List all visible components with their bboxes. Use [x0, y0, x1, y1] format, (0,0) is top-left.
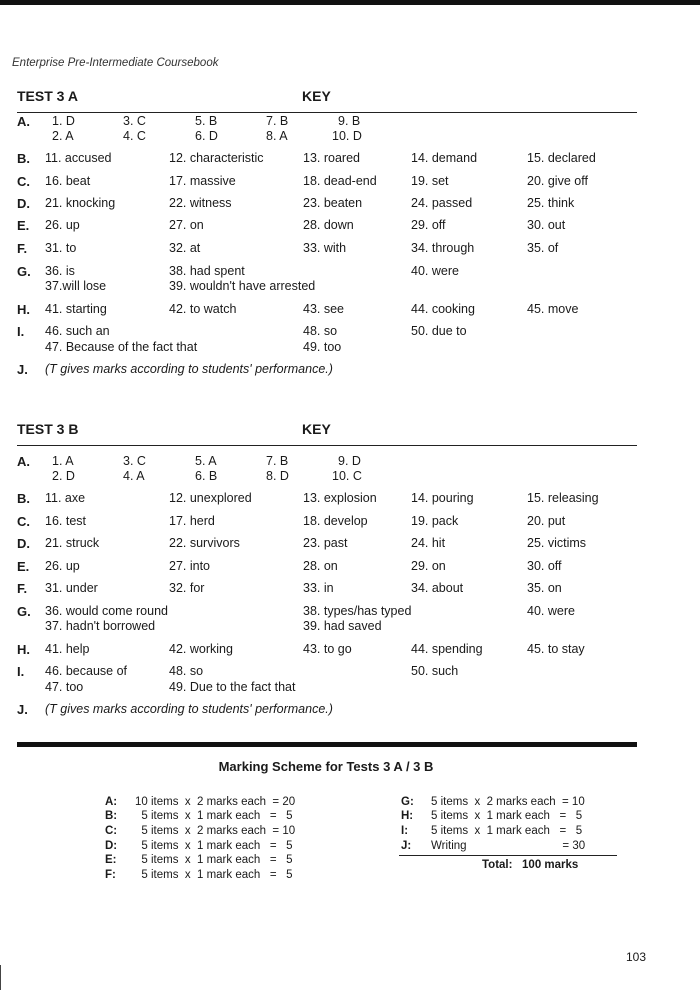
answer: 50. such — [411, 664, 459, 678]
answer: 21. struck — [45, 536, 100, 550]
answer: 48. so — [169, 664, 204, 678]
answer: 26. up — [45, 218, 80, 232]
section-letter: I. — [17, 324, 25, 339]
answer: 15. declared — [527, 151, 596, 165]
answer: 9. D — [338, 454, 361, 468]
answer: 38. types/has typed — [303, 604, 412, 618]
answer: 26. up — [45, 559, 80, 573]
answer: 15. releasing — [527, 491, 599, 505]
answer: 27. into — [169, 559, 211, 573]
answer: 16. beat — [45, 174, 91, 188]
answer: 44. spending — [411, 642, 483, 656]
answer: 19. pack — [411, 514, 459, 528]
answer: 48. so — [303, 324, 338, 338]
answer: 25. think — [527, 196, 575, 210]
answer: 7. B — [266, 454, 289, 468]
answer: 42. working — [169, 642, 233, 656]
answer: 35. of — [527, 241, 559, 255]
marking-letter: A: — [105, 796, 118, 808]
section-letter: C. — [17, 514, 30, 529]
answer: 4. A — [123, 469, 145, 483]
answer: 37.will lose — [45, 279, 107, 293]
answer: 32. for — [169, 581, 205, 595]
answer: 20. give off — [527, 174, 588, 188]
answer: 23. beaten — [303, 196, 363, 210]
answer: 13. explosion — [303, 491, 377, 505]
section-letter: E. — [17, 218, 30, 233]
answer: 11. accused — [45, 151, 112, 165]
answer: 36. would come round — [45, 604, 168, 618]
test-b-title: TEST 3 B — [17, 421, 79, 437]
answer: 22. witness — [169, 196, 232, 210]
answer: 38. had spent — [169, 264, 245, 278]
section-letter: E. — [17, 559, 30, 574]
answer: 3. C — [123, 114, 146, 128]
marking-letter: I: — [401, 825, 409, 837]
answer: 10. C — [332, 469, 362, 483]
answer: 3. C — [123, 454, 146, 468]
answer: 12. characteristic — [169, 151, 264, 165]
marking-letter: C: — [105, 825, 118, 837]
answer: 14. pouring — [411, 491, 474, 505]
section-letter: H. — [17, 302, 30, 317]
marking-detail: 5 items x 1 mark each = 5 — [135, 869, 293, 881]
test-a-title: TEST 3 A — [17, 88, 78, 104]
marking-letter: F: — [105, 869, 116, 881]
marking-letter: J: — [401, 840, 412, 852]
answer: 39. wouldn't have arrested — [169, 279, 316, 293]
answer: 14. demand — [411, 151, 478, 165]
test-b-key-label: KEY — [302, 421, 331, 437]
section-letter: F. — [17, 581, 28, 596]
marking-letter: E: — [105, 854, 117, 866]
answer: 46. such an — [45, 324, 110, 338]
answer: 19. set — [411, 174, 449, 188]
answer: 39. had saved — [303, 619, 382, 633]
answer: 29. off — [411, 218, 446, 232]
answer: 6. D — [195, 129, 218, 143]
answer: 11. axe — [45, 491, 86, 505]
answer: 6. B — [195, 469, 218, 483]
test-b-header — [17, 421, 637, 446]
answer: 41. help — [45, 642, 90, 656]
marking-detail: 5 items x 1 mark each = 5 — [135, 840, 293, 852]
answer: 37. hadn't borrowed — [45, 619, 156, 633]
marking-detail: 5 items x 1 mark each = 5 — [431, 810, 583, 822]
section-letter: J. — [17, 362, 28, 377]
answer: 49. Due to the fact that — [169, 680, 296, 694]
answer: 43. see — [303, 302, 345, 316]
answer: 36. is — [45, 264, 75, 278]
answer: 4. C — [123, 129, 146, 143]
answer: 33. in — [303, 581, 334, 595]
answer: 1. A — [52, 454, 74, 468]
answer: 33. with — [303, 241, 347, 255]
answer: 23. past — [303, 536, 348, 550]
answer: 7. B — [266, 114, 289, 128]
answer: 44. cooking — [411, 302, 475, 316]
answer: 28. on — [303, 559, 338, 573]
section-letter: G. — [17, 604, 31, 619]
marking-scheme-title: Marking Scheme for Tests 3 A / 3 B — [218, 759, 434, 774]
section-j-note: (T gives marks according to students' performance.) — [45, 362, 333, 376]
total-marks: Total: 100 marks — [482, 859, 579, 871]
test-a-header — [17, 88, 637, 113]
divider-thick — [17, 742, 637, 747]
test-a-key-label: KEY — [302, 88, 331, 104]
answer: 27. on — [169, 218, 204, 232]
section-letter: D. — [17, 536, 30, 551]
answer: 16. test — [45, 514, 86, 528]
answer: 42. to watch — [169, 302, 237, 316]
marking-detail: 5 items x 2 marks each = 10 — [431, 796, 585, 808]
answer: 45. to stay — [527, 642, 585, 656]
marking-detail: Writing = 30 — [431, 840, 586, 852]
answer: 47. Because of the fact that — [45, 340, 198, 354]
answer: 2. D — [52, 469, 75, 483]
answer: 31. under — [45, 581, 98, 595]
answer: 21. knocking — [45, 196, 116, 210]
section-j-note: (T gives marks according to students' performance.) — [45, 702, 333, 716]
marking-detail: 5 items x 1 mark each = 5 — [135, 810, 293, 822]
section-letter: H. — [17, 642, 30, 657]
answer: 1. D — [52, 114, 75, 128]
answer: 8. A — [266, 129, 288, 143]
section-letter: D. — [17, 196, 30, 211]
section-letter: I. — [17, 664, 25, 679]
top-border — [0, 0, 700, 5]
answer: 25. victims — [527, 536, 587, 550]
answer: 34. through — [411, 241, 475, 255]
answer: 40. were — [527, 604, 575, 618]
answer: 10. D — [332, 129, 362, 143]
marking-letter: G: — [401, 796, 414, 808]
answer: 28. down — [303, 218, 354, 232]
total-divider — [399, 855, 617, 856]
marking-detail: 10 items x 2 marks each = 20 — [135, 796, 296, 808]
answer: 34. about — [411, 581, 464, 595]
answer: 30. out — [527, 218, 566, 232]
answer: 31. to — [45, 241, 77, 255]
section-letter: J. — [17, 702, 28, 717]
section-letter: B. — [17, 151, 30, 166]
answer: 40. were — [411, 264, 459, 278]
section-letter: G. — [17, 264, 31, 279]
answer: 9. B — [338, 114, 361, 128]
section-letter: C. — [17, 174, 30, 189]
answer: 18. develop — [303, 514, 368, 528]
section-letter: A. — [17, 114, 30, 129]
answer: 18. dead-end — [303, 174, 377, 188]
answer: 5. A — [195, 454, 217, 468]
answer: 17. herd — [169, 514, 215, 528]
answer: 43. to go — [303, 642, 352, 656]
marking-detail: 5 items x 1 mark each = 5 — [431, 825, 583, 837]
page-number: 103 — [626, 950, 647, 964]
answer: 49. too — [303, 340, 342, 354]
marking-letter: H: — [401, 810, 414, 822]
marking-detail: 5 items x 2 marks each = 10 — [135, 825, 296, 837]
book-title: Enterprise Pre-Intermediate Coursebook — [12, 57, 219, 69]
answer: 20. put — [527, 514, 566, 528]
answer: 29. on — [411, 559, 446, 573]
answer: 2. A — [52, 129, 74, 143]
answer: 41. starting — [45, 302, 107, 316]
answer: 17. massive — [169, 174, 236, 188]
answer: 35. on — [527, 581, 562, 595]
answer: 50. due to — [411, 324, 467, 338]
answer: 13. roared — [303, 151, 360, 165]
answer: 5. B — [195, 114, 218, 128]
marking-detail: 5 items x 1 mark each = 5 — [135, 854, 293, 866]
answer: 24. hit — [411, 536, 446, 550]
answer: 30. off — [527, 559, 562, 573]
answer: 46. because of — [45, 664, 128, 678]
section-letter: F. — [17, 241, 28, 256]
answer: 22. survivors — [169, 536, 240, 550]
answer: 24. passed — [411, 196, 473, 210]
answer: 32. at — [169, 241, 201, 255]
marking-letter: D: — [105, 840, 118, 852]
answer: 47. too — [45, 680, 84, 694]
answer: 12. unexplored — [169, 491, 252, 505]
marking-letter: B: — [105, 810, 118, 822]
scan-edge — [0, 965, 1, 990]
section-letter: A. — [17, 454, 30, 469]
section-letter: B. — [17, 491, 30, 506]
answer: 45. move — [527, 302, 579, 316]
answer: 8. D — [266, 469, 289, 483]
